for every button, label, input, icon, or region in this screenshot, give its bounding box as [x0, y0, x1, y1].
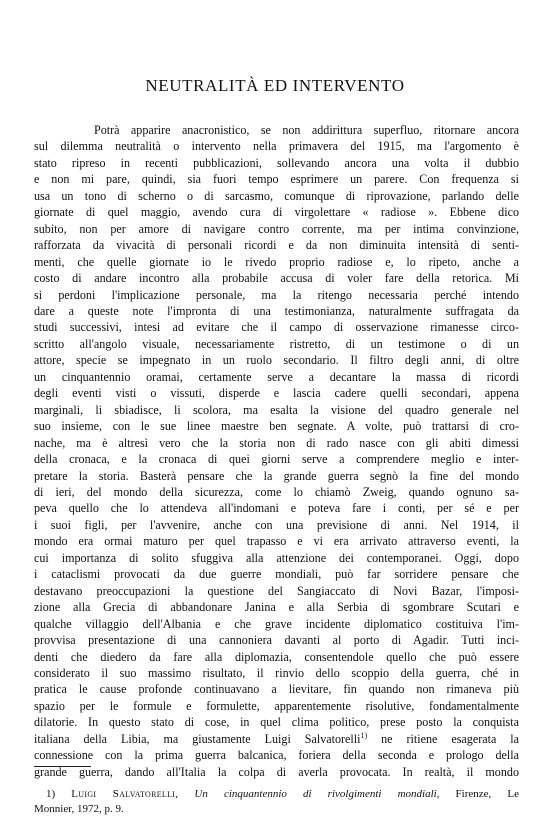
text-line: connessione con la prima guerra balcanica, foriera della seconda e prologo della [34, 748, 519, 763]
text-line: di ieri, del mondo della sicurezza, come lo chiamò Zweig, quando ognuno sa- [34, 484, 519, 499]
text-line: si perdoni l'implicazione personale, ma la ritengo necessaria perché intendo [34, 287, 519, 302]
text-line: zione alla Grecia di abbandonare Janina e alla Serbia di sgombrare Scutari e [34, 600, 519, 615]
text-line: attore, specie se impegnato in un ruolo secondario. Il filtro degli anni, di oltre [34, 353, 519, 368]
text-line: e non mi pare, quindi, sia fuori tempo esprimere un parere. Con frequenza si [34, 172, 519, 187]
text-line: destavano preoccupazioni la questione del Sangiaccato di Novi Bazar, l'imposi- [34, 583, 519, 598]
footnote [34, 787, 519, 817]
text-line: costo di andare incontro alla probabile accusa di voler fare della retorica. Mi [34, 271, 519, 286]
text-line: usa un tono di scherno o di sarcasmo, comunque di riprovazione, parlando delle [34, 188, 519, 203]
text-line: Potrà apparire anacronistico, se non addirittura superfluo, ritornare ancora [94, 123, 519, 137]
text-line: qualche villaggio dell'Albania e che grave incidente diplomatico costituiva l'im- [34, 616, 519, 631]
text-line: pretare la storia. Basterà pensare che la grande guerra segnò la fine del mondo [34, 468, 519, 483]
text-line: denti che diedero da fare alla diplomazia, consentendole quello che può essere [34, 649, 519, 664]
text-line: stato ripreso in recenti pubblicazioni, sollevando ancora una volta il dubbio [34, 155, 519, 170]
text-line: i suoi figli, per l'avvenire, anche con una previsione di anni. Nel 1914, il [34, 517, 519, 532]
text-line: provvisa presentazione di una cannoniera davanti al porto di Agadir. Tutti inci- [34, 633, 519, 648]
text-line: sul dilemma neutralità o intervento nella primavera del 1915, ma l'argomento è [34, 139, 519, 154]
text-line: della cronaca, e la cronaca di quei giorni serve a comprendere meglio e inter- [34, 452, 519, 467]
text-line: i cataclismi provocati da due guerre mondiali, può far sorridere pensare che [34, 567, 519, 582]
text-line: giornate di quel maggio, avendo cura di virgolettare « radiose ». Ebbene dico [34, 205, 519, 220]
text-line: nache, ma è altresì vero che la storia non di rado nasce con gli abiti dimessi [34, 435, 519, 450]
text-line: mondo era ormai maturo per quel trapasso e vi era arrivato attraverso eventi, la [34, 534, 519, 549]
text-line: scritto all'angolo visuale, necessariamente ristretto, di un testimone o di un [34, 336, 519, 351]
text-line [34, 731, 519, 747]
text-line: menti, che quelle giornate io le rivedo proprio radiose e, lo ripeto, anche a [34, 254, 519, 269]
text-line: dare a queste note l'impronta di una testimonianza, naturalmente suffragata da [34, 303, 519, 318]
footnote-line-2: Monnier, 1972, p. 9. [34, 803, 124, 815]
article-title: NEUTRALITÀ ED INTERVENTO [145, 76, 405, 95]
text-line: suo insieme, con le sue linee maestre ben segnate. A volte, può trattarsi di cro- [34, 419, 519, 434]
text-line-part: ne ritiene esagerata la [367, 731, 519, 746]
footnote-marker: 1) [46, 788, 56, 800]
text-line: spazio per le formule e formulette, apparentemente risolutive, fondamentalmente [34, 698, 519, 713]
footnote-place: Firenze, Le [439, 788, 519, 800]
text-line: dilatorie. In questo stato di cose, in quel clima politico, prese posto la conquista [34, 715, 519, 730]
footnote-reference: 1) [360, 730, 368, 740]
text-line: grande guerra, dando all'Italia la colpa di averla provocata. In realtà, il mondo [34, 764, 519, 779]
text-line: cui importanza di solito sfuggiva alla attenzione dei contemporanei. Oggi, dopo [34, 550, 519, 565]
footnote-line-1 [34, 787, 519, 802]
text-line: peva quello che lo attendeva all'indomani e poteva fare i conti, per sé e per [34, 501, 519, 516]
text-line: degli eventi visti o vissuti, disperde e lascia cadere quelli secondari, appena [34, 386, 519, 401]
text-line-part: italiana della Libia, ma giustamente Luigi Salvatorelli [34, 731, 361, 746]
footnote-work-title: Un cinquantennio di rivolgimenti mondiali, [194, 788, 440, 800]
text-line: marginali, li sbiadisce, li scolora, ma esalta la visione del quadro generale nel [34, 402, 519, 417]
footnote-separator [34, 766, 91, 767]
text-line: considerato il suo massimo risultato, il rinvio dello scoppio della guerra, ché in [34, 665, 519, 680]
text-line: studi successivi, intesi ad evitare che il campo di osservazione rimanesse circo- [34, 320, 519, 335]
footnote-author: Luigi Salvatorelli, [71, 788, 179, 800]
text-line: un cinquantennio oramai, certamente serve a decantare la massa di ricordi [34, 369, 519, 384]
text-line: rafforzata da vivacità di personali ricordi e da non diminuita intensità di senti- [34, 238, 519, 253]
text-line: pratica le cause profonde continuavano a lievitare, fin quando non rimaneva più [34, 682, 519, 697]
text-line: subito, non per amore di navigare contro corrente, ma per intima convinzione, [34, 221, 519, 236]
body-paragraph [34, 122, 519, 780]
